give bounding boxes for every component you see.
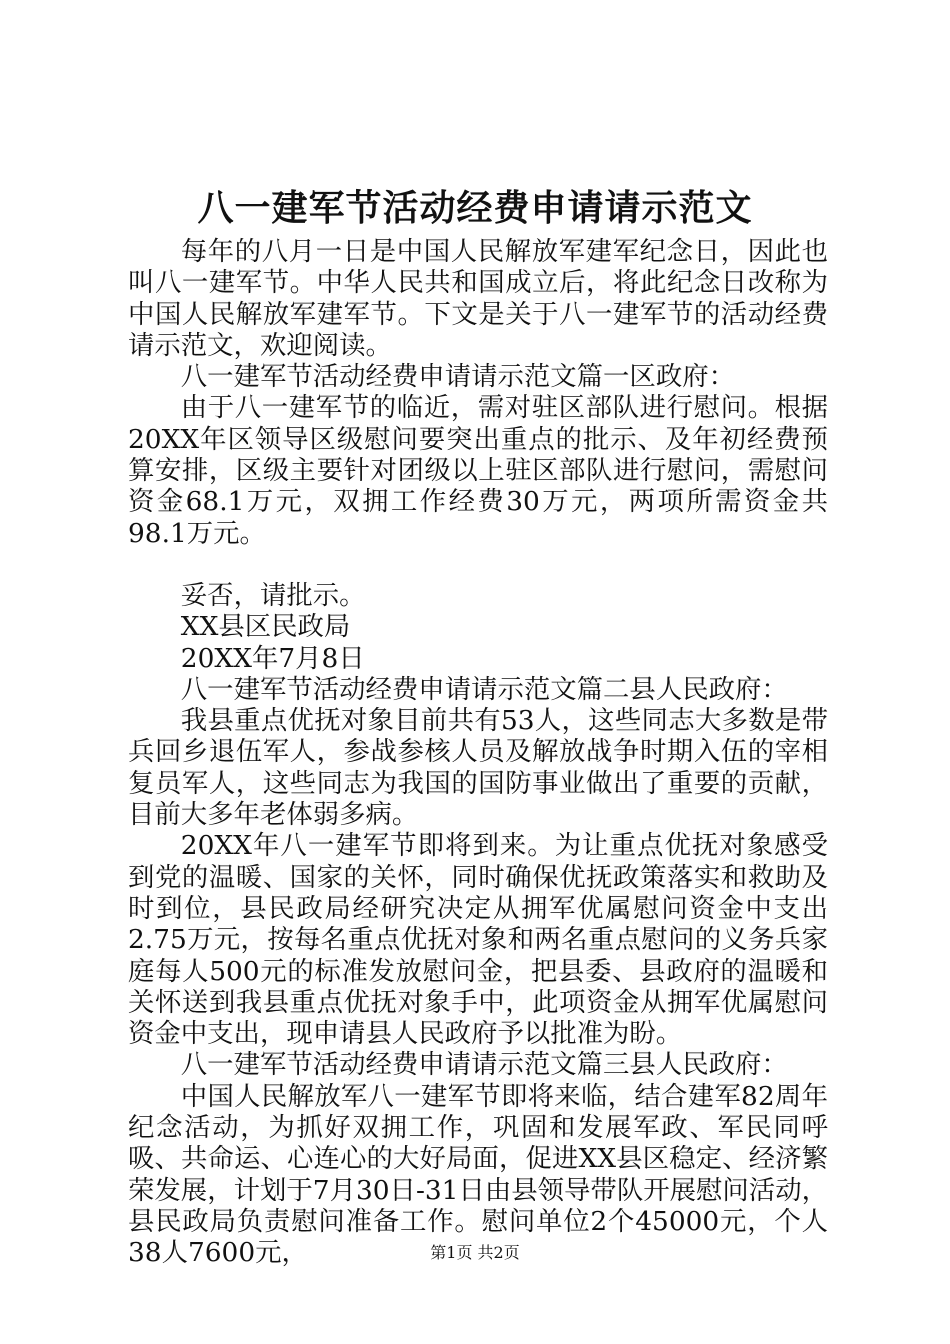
page-footer: 第1页 共2页 [430, 1243, 520, 1262]
paragraph-heading-3: 八一建军节活动经费申请请示范文篇三县人民政府： [180, 1049, 788, 1081]
document-body [128, 236, 828, 1269]
paragraph-heading-2: 八一建军节活动经费申请请示范文篇二县人民政府： [180, 673, 788, 705]
paragraph-heading-1: 八一建军节活动经费申请请示范文篇一区政府： [180, 361, 735, 393]
paragraph-body-2b: 20XX年八一建军节即将到来。为让重点优抚对象感受到党的温暖、国家的关怀，同时确保优抚政策落实和救助及时到位，县民政局经研究决定从拥军优属慰问资金中支出2.75万元，按每名重点优抚对象和两名重点慰问的义务兵家庭每人500元的标准发放慰问金，把县委、县政府的温暖和关怀送到我县重点优抚对象手中，此项资金从拥军优属慰问资金中支出，现申请县人民政府予以批准为盼。 [128, 830, 828, 1050]
paragraph-closing: 妥否，请批示。 [180, 579, 366, 611]
paragraph-body-1: 由于八一建军节的临近，需对驻区部队进行慰问。根据20XX年区领导区级慰问要突出重点的批示、及年初经费预算安排，区级主要针对团级以上驻区部队进行慰问，需慰问资金68.1万元，双拥工作经费30万元，两项所需资金共98.1万元。 [128, 392, 828, 549]
paragraph-body-2a: 我县重点优抚对象目前共有53人，这些同志大多数是带兵回乡退伍军人，参战参核人员及解放战争时期入伍的宰相复员军人，这些同志为我国的国防事业做出了重要的贡献，目前大多年老体弱多病。 [128, 705, 828, 831]
document-title: 八一建军节活动经费申请请示范文 [197, 188, 753, 229]
paragraph-body-3: 中国人民解放军八一建军节即将来临，结合建军82周年纪念活动，为抓好双拥工作，巩固和发展军政、军民同呼吸、共命运、心连心的大好局面，促进XX县区稳定、经济繁荣发展，计划于7月30日-31日由县领导带队开展慰问活动，县民政局负责慰问准备工作。慰问单位2个45000元，个人38人7600元， [128, 1080, 828, 1269]
paragraph-date: 20XX年7月8日 [180, 642, 365, 674]
paragraph-intro: 每年的八月一日是中国人民解放军建军纪念日，因此也叫八一建军节。中华人民共和国成立后，将此纪念日改称为中国人民解放军建军节。下文是关于八一建军节的活动经费请示范文，欢迎阅读。 [128, 236, 828, 361]
paragraph-signature: XX县区民政局 [180, 611, 351, 643]
